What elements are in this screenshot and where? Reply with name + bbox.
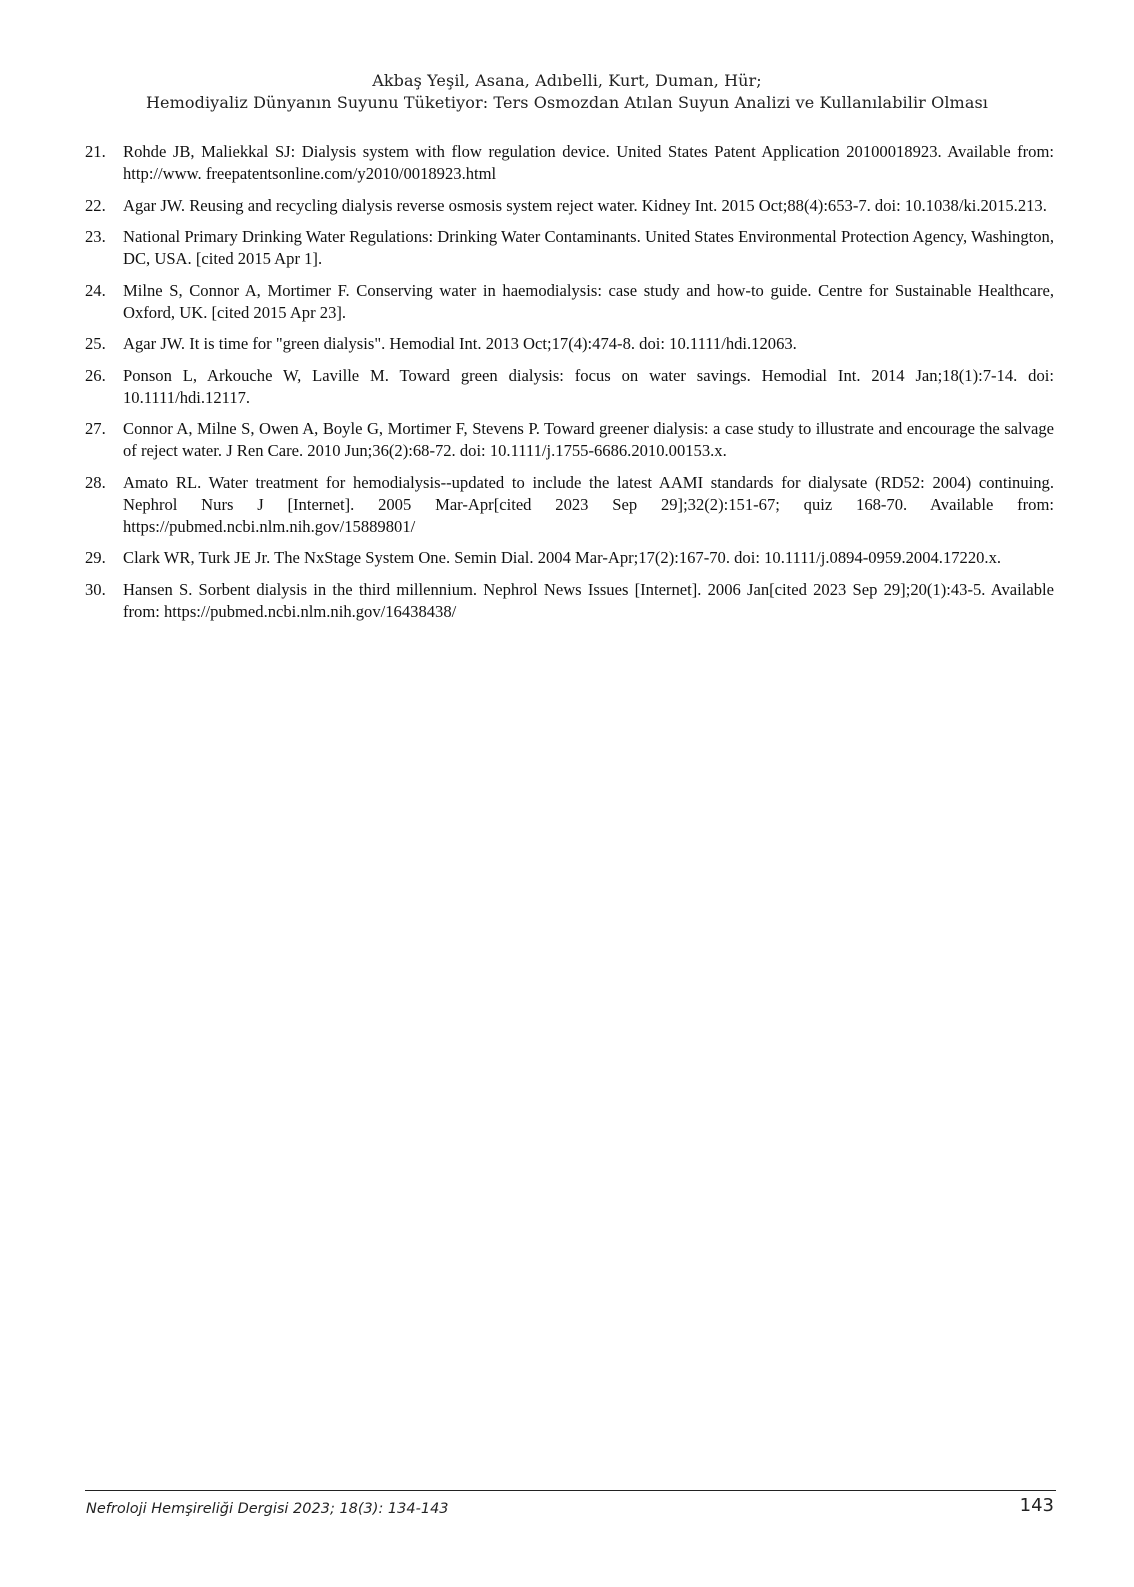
page-number: 143	[1019, 1495, 1054, 1516]
reference-item	[85, 365, 1054, 409]
reference-text: Milne S, Connor A, Mortimer F. Conserving water in haemodialysis: case study and how-to guide. Centre for Sustainable Healthcare, Oxford, UK. [cited 2015 Apr 23].	[123, 280, 1054, 322]
reference-text: Clark WR, Turk JE Jr. The NxStage System One. Semin Dial. 2004 Mar-Apr;17(2):167-70. doi: 10.1111/j.0894-0959.2004.17220.x.	[123, 548, 1002, 567]
reference-text: National Primary Drinking Water Regulations: Drinking Water Contaminants. United States Environmental Protection Agency, Washington, DC, USA. [cited 2015 Apr 1].	[123, 227, 1054, 268]
running-header	[0, 70, 1134, 114]
reference-item	[85, 280, 1054, 324]
reference-number: 29.	[85, 548, 106, 567]
reference-text: Hansen S. Sorbent dialysis in the third millennium. Nephrol News Issues [Internet]. 2006 Jan[cited 2023 Sep 29];20(1):43-5. Available from: https://pubmed.ncbi.nlm.nih.gov/16438438/	[123, 579, 1054, 621]
reference-number: 22.	[85, 195, 106, 215]
reference-item	[85, 195, 1054, 217]
reference-item	[85, 226, 1054, 270]
reference-list	[85, 141, 1054, 632]
reference-number: 25.	[85, 334, 106, 353]
reference-text: Ponson L, Arkouche W, Laville M. Toward green dialysis: focus on water savings. Hemodial Int. 2014 Jan;18(1):7-14. doi: 10.1111/hdi.12117.	[123, 365, 1054, 407]
header-article-title: Hemodiyaliz Dünyanın Suyunu Tüketiyor: Ters Osmozdan Atılan Suyun Analizi ve Kullanılabilir Olması	[146, 93, 988, 112]
reference-text: Agar JW. It is time for "green dialysis". Hemodial Int. 2013 Oct;17(4):474-8. doi: 10.1111/hdi.12063.	[123, 334, 797, 353]
reference-item	[85, 333, 1054, 355]
reference-number: 26.	[85, 365, 106, 385]
reference-number: 28.	[85, 472, 106, 492]
reference-number: 30.	[85, 579, 106, 599]
reference-text: Amato RL. Water treatment for hemodialysis--updated to include the latest AAMI standards for dialysate (RD52: 2004) continuing. Nephrol Nurs J [Internet]. 2005 Mar-Apr[cited 2023 Sep 29];32(2):151-67; quiz 168-70. Available from: https://pubmed.ncbi.nlm.nih.gov/15889801/	[123, 472, 1054, 536]
reference-item	[85, 472, 1054, 538]
header-authors: Akbaş Yeşil, Asana, Adıbelli, Kurt, Duman, Hür;	[372, 71, 762, 90]
reference-number: 27.	[85, 419, 106, 438]
reference-number: 24.	[85, 280, 106, 300]
reference-item	[85, 141, 1054, 185]
reference-number: 23.	[85, 227, 106, 246]
reference-text: Rohde JB, Maliekkal SJ: Dialysis system with flow regulation device. United States Patent Application 20100018923. Available from: http://www. freepatentsonline.com/y2010/0018923.html	[123, 142, 1054, 183]
reference-item	[85, 547, 1054, 569]
reference-text: Connor A, Milne S, Owen A, Boyle G, Mortimer F, Stevens P. Toward greener dialysis: a case study to illustrate and encourage the salvage of reject water. J Ren Care. 2010 Jun;36(2):68-72. doi: 10.1111/j.1755-6686.2010.00153.x.	[123, 419, 1054, 460]
reference-number: 21.	[85, 142, 106, 161]
footer-journal-citation: Nefroloji Hemşireliği Dergisi 2023; 18(3): 134-143	[86, 1501, 449, 1517]
footer-divider	[85, 1490, 1056, 1491]
reference-item	[85, 418, 1054, 462]
reference-item	[85, 579, 1054, 623]
reference-text: Agar JW. Reusing and recycling dialysis reverse osmosis system reject water. Kidney Int. 2015 Oct;88(4):653-7. doi: 10.1038/ki.2015.213.	[123, 195, 1047, 215]
